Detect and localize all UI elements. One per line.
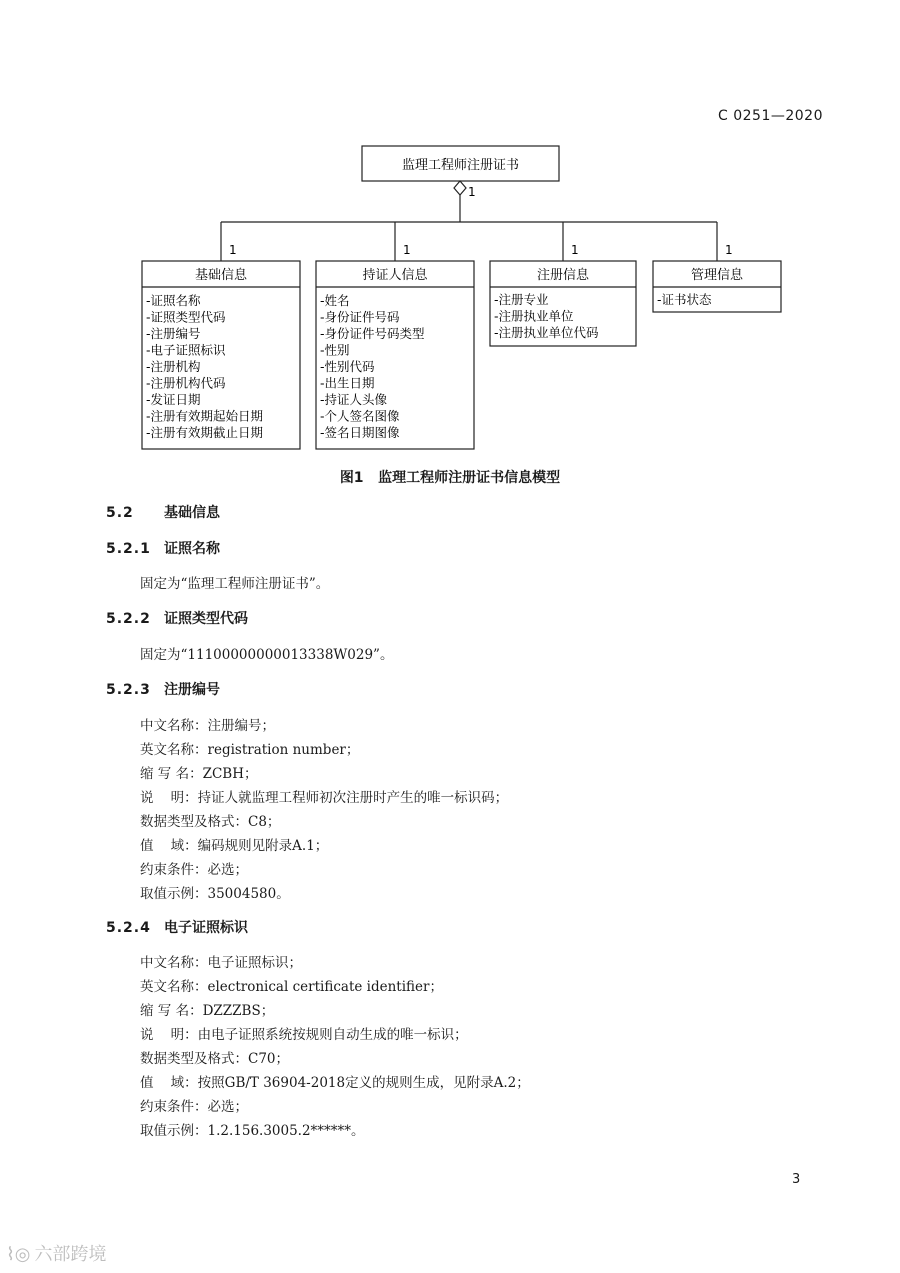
- section-heading-5-2-1: [106, 538, 220, 558]
- section-number: 5.2.1: [106, 541, 151, 557]
- field-key: 中文名称：: [140, 718, 208, 734]
- section-number: 5.2: [106, 505, 134, 521]
- box-title: 注册信息: [536, 268, 590, 283]
- watermark: [6, 1240, 107, 1266]
- section-number: 5.2.2: [106, 611, 151, 627]
- field-row: [140, 999, 274, 1019]
- field-row: [140, 1095, 248, 1115]
- field-key: 说 明：: [140, 790, 198, 806]
- aggregation-diamond: [454, 181, 466, 195]
- box-item: -身份证件号码类型: [320, 326, 425, 341]
- field-key: 取值示例：: [140, 1123, 208, 1139]
- box-item: -身份证件号码: [320, 309, 400, 325]
- field-row: [140, 1047, 289, 1067]
- field-value: 1.2.156.3005.2******。: [207, 1123, 365, 1139]
- field-value: 由电子证照系统按规则自动生成的唯一标识；: [197, 1027, 468, 1043]
- class-box-registration-info: [490, 261, 636, 346]
- field-key: 中文名称：: [140, 955, 208, 971]
- section-title: 注册编号: [164, 682, 220, 698]
- field-value: 注册编号；: [207, 718, 275, 734]
- field-value: 电子证照标识；: [207, 955, 302, 971]
- box-2-multiplicity: 1: [403, 243, 411, 257]
- root-multiplicity: 1: [468, 185, 476, 199]
- box-item: -发证日期: [146, 392, 201, 407]
- box-title: 持证人信息: [362, 268, 428, 283]
- box-item: -性别: [320, 342, 350, 358]
- box-4-multiplicity: 1: [725, 243, 733, 257]
- box-item: -注册有效期起始日期: [146, 408, 264, 424]
- paragraph-license-name: 固定为“监理工程师注册证书”。: [140, 576, 330, 592]
- watermark-logo-icon: ⌇◎: [6, 1244, 31, 1265]
- field-row: [140, 1071, 530, 1091]
- section-heading-5-2-4: [106, 917, 248, 937]
- watermark-text: 六部跨境: [34, 1244, 107, 1265]
- field-row: [140, 882, 290, 902]
- field-row: [140, 951, 302, 971]
- information-model-diagram: [0, 0, 900, 460]
- section-title: 基础信息: [164, 505, 220, 521]
- field-key: 约束条件：: [140, 1099, 208, 1115]
- class-box-holder-info: [316, 261, 474, 449]
- box-item: -性别代码: [320, 359, 375, 374]
- field-row: [140, 714, 275, 734]
- field-key: 约束条件：: [140, 862, 208, 878]
- field-key: 英文名称：: [140, 979, 208, 995]
- field-value: 35004580。: [207, 886, 290, 902]
- section-number: 5.2.3: [106, 682, 151, 698]
- document-code: C 0251—2020: [718, 108, 823, 124]
- paragraph-license-type-code: 固定为“11100000000013338W029”。: [140, 647, 394, 663]
- field-value: electronical certificate identifier；: [207, 979, 443, 995]
- box-item: -证照类型代码: [146, 309, 226, 325]
- box-item: -注册执业单位代码: [494, 325, 599, 340]
- figure-caption: 图1 监理工程师注册证书信息模型: [339, 470, 561, 486]
- section-title: 电子证照标识: [164, 920, 248, 936]
- field-value: 编码规则见附录A.1；: [197, 838, 329, 854]
- box-title: 管理信息: [690, 268, 744, 283]
- field-row: [140, 1119, 365, 1139]
- section-heading-5-2-3: [106, 679, 220, 699]
- box-item: -注册机构: [146, 359, 201, 374]
- field-row: [140, 738, 359, 758]
- root-box-title: 监理工程师注册证书: [401, 158, 520, 173]
- box-item: -注册专业: [494, 292, 549, 307]
- section-heading-5-2-2: [106, 608, 248, 628]
- field-row: [140, 762, 258, 782]
- page-number: 3: [792, 1172, 801, 1187]
- field-value: C8；: [248, 814, 281, 830]
- box-item: -电子证照标识: [146, 342, 226, 358]
- field-row: [140, 858, 248, 878]
- field-key: 值 域：: [140, 838, 198, 854]
- field-key: 值 域：: [140, 1075, 198, 1091]
- field-key: 数据类型及格式：: [140, 814, 248, 830]
- field-value: 持证人就监理工程师初次注册时产生的唯一标识码；: [197, 790, 509, 806]
- field-value: 必选；: [207, 1099, 248, 1115]
- field-row: [140, 1023, 468, 1043]
- field-value: C70；: [248, 1051, 290, 1067]
- field-key: 取值示例：: [140, 886, 208, 902]
- field-value: DZZZBS；: [202, 1003, 275, 1019]
- box-item: -注册执业单位: [494, 308, 574, 324]
- box-item: -注册有效期截止日期: [146, 425, 264, 440]
- box-item: -注册机构代码: [146, 375, 226, 391]
- field-key: 说 明：: [140, 1027, 198, 1043]
- class-box-basic-info: [142, 261, 300, 449]
- section-heading-5-2: [106, 502, 220, 522]
- box-item: -持证人头像: [320, 392, 388, 407]
- box-title: 基础信息: [194, 268, 248, 283]
- field-row: [140, 834, 328, 854]
- box-item: -签名日期图像: [320, 425, 400, 440]
- box-item: -注册编号: [146, 326, 201, 341]
- field-value: 必选；: [207, 862, 248, 878]
- box-item: -出生日期: [320, 375, 375, 391]
- field-value: registration number；: [207, 742, 360, 758]
- box-item: -证照名称: [146, 293, 201, 308]
- section-title: 证照类型代码: [164, 611, 248, 627]
- box-item: -证书状态: [657, 292, 712, 307]
- field-row: [140, 786, 508, 806]
- box-item: -姓名: [320, 293, 350, 308]
- section-title: 证照名称: [164, 541, 220, 557]
- field-key: 数据类型及格式：: [140, 1051, 248, 1067]
- box-3-multiplicity: 1: [571, 243, 579, 257]
- field-key: 缩 写 名：: [140, 766, 203, 782]
- section-number: 5.2.4: [106, 920, 151, 936]
- box-item: -个人签名图像: [320, 408, 400, 424]
- field-value: 按照GB/T 36904-2018定义的规则生成，见附录A.2；: [197, 1075, 530, 1091]
- field-key: 缩 写 名：: [140, 1003, 203, 1019]
- field-key: 英文名称：: [140, 742, 208, 758]
- field-value: ZCBH；: [202, 766, 258, 782]
- box-1-multiplicity: 1: [229, 243, 237, 257]
- field-row: [140, 810, 280, 830]
- field-row: [140, 975, 443, 995]
- class-box-management-info: [653, 261, 781, 312]
